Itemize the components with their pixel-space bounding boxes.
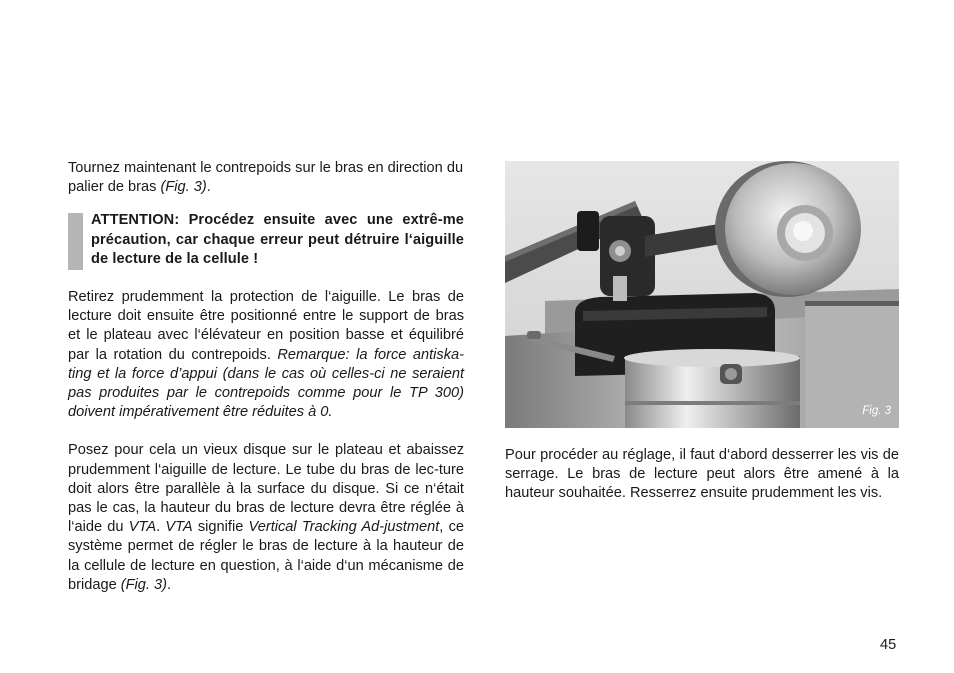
tonearm-photo (505, 161, 899, 428)
tonearm-illustration (505, 161, 899, 428)
vta-paragraph: Posez pour cela un vieux disque sur le plateau et abaissez prudemment l‘aiguille de lecture. Le tube du bras de lec-ture doit alors être parallèle à la surface du disque. Si ce n‘était pas le cas, la hauteur du bras de lecture devra être réglée à l‘aide du VTA. VTA signifie Vertical Tracking Ad-justment, ce système permet de régler le bras de lecture à la hauteur de la cellule de lecture en question, à l‘aide d‘un mécanisme de bridage (Fig. 3). (68, 442, 464, 593)
warning-block (68, 211, 464, 269)
left-column (68, 159, 464, 595)
figure-caption: Fig. 3 (862, 404, 891, 417)
intro-paragraph: Tournez maintenant le contrepoids sur le bras en direction du palier de bras (Fig. 3). (68, 160, 464, 196)
right-column (505, 446, 899, 504)
warning-text: ATTENTION: Procédez ensuite avec une extrê-me précaution, car chaque erreur peut détruire l‘aiguille de lecture de la cellule ! (91, 212, 464, 267)
adjustment-paragraph: Pour procéder au réglage, il faut d‘abord desserrer les vis de serrage. Le bras de lecture peut alors être amené à la hauteur souhaitée. Resserrez ensuite prudemment les vis. (505, 447, 899, 502)
page-number: 45 (880, 637, 897, 653)
warning-bar (68, 213, 83, 270)
protection-paragraph: Retirez prudemment la protection de l‘aiguille. Le bras de lecture doit ensuite être positionné entre le support de bras et le plateau avec l‘élévateur en position basse et équilibré par la rotation du contrepoids. Remarque: la force antiska-ting et la force d’appui (dans le cas où celles-ci ne seraient pas produites par le contrepoids comme pour le TP 300) doivent impérativement être réduites à 0. (68, 289, 464, 421)
